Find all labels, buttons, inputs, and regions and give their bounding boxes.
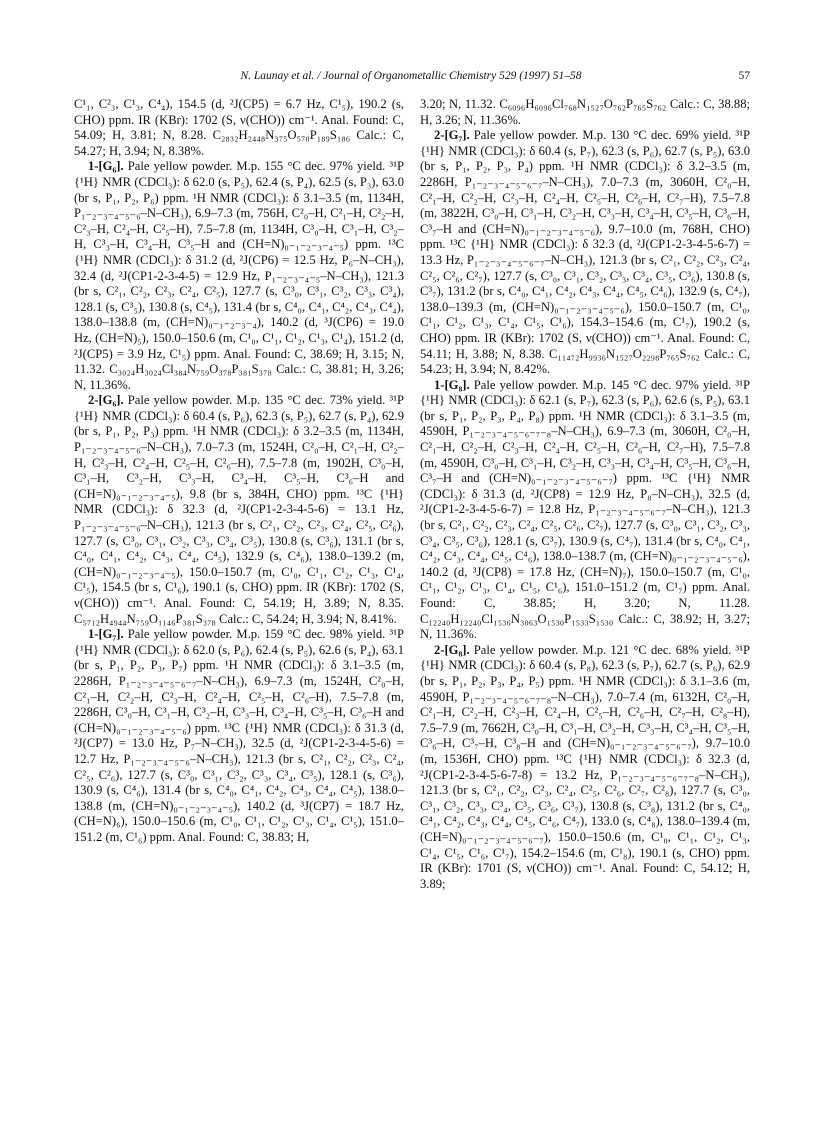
page-header <box>72 70 750 88</box>
compound-label: 2-[G₇]. <box>434 128 470 143</box>
paragraph: 3.20; N, 11.32. C₆₀₉₆H₆₀₉₆Cl₇₆₈N₁₅₂₇O₇₆₂P₇₆₅S₇₆₂ Calc.: C, 38.88; H, 3.26; N, 11.36%. <box>420 97 750 127</box>
paragraph: C¹₁, C²₃, C¹₃, C⁴₄), 154.5 (d, ²J(CP5) = 6.7 Hz, C¹₅), 190.2 (s, CHO) ppm. IR (KBr): 1702 (S, ν(CHO)) cm⁻¹. Anal. Found: C, 54.09; H, 3.81; N, 8.28. C₂₈₃₂H₂₄₄₈N₃₇₅O₅₇₀P₁₈₉S₁₈₆ Calc.: C, 54.27; H, 3.94; N, 8.38%. <box>74 97 404 158</box>
left-column <box>74 97 404 1107</box>
paragraph: 2-[G₆]. Pale yellow powder. M.p. 135 °C dec. 73% yield. ³¹P {¹H} NMR (CDCl₃): δ 60.4 (s, P₆), 62.3 (s, P₅), 62.7 (s, P₄), 62.9 (br s, P₁, P₂, P₃) ppm. ¹H NMR (CDCl₃): δ 3.2–3.5 (m, 1134H, P₁₋₂₋₃₋₄₋₅₋₆–N–CH₃), 7.0–7.3 (m, 1524H, C²₀–H, C²₁–H, C²₂–H, C²₃–H, C²₄–H, C²₅–H, C²₆–H), 7.5–7.8 (m, 1902H, C³₀–H, C³₁–H, C³₂–H, C³₃–H, C³₄–H, C³₅–H, C³₆–H and (CH=N)₀₋₁₋₂₋₃₋₄₋₅), 9.8 (br s, 384H, CHO) ppm. ¹³C {¹H} NMR (CDCl₃): δ 32.3 (d, ²J(CP1-2-3-4-5-6) = 13.1 Hz, P₁₋₂₋₃₋₄₋₅₋₆–N–CH₃), 121.3 (br s, C²₁, C²₂, C²₃, C²₄, C²₅, C²₆), 127.7 (s, C³₀, C³₁, C³₂, C³₃, C³₄, C³₅), 130.8 (s, C³₆), 131.1 (br s, C⁴₀, C⁴₁, C⁴₂, C⁴₃, C⁴₄, C⁴₅), 132.9 (s, C⁴₆), 138.0–139.2 (m, (CH=N)₀₋₁₋₂₋₃₋₄₋₅), 150.0–150.7 (m, C¹₀, C¹₁, C¹₂, C¹₃, C¹₄, C¹₅), 154.5 (br s, C¹₆), 190.1 (s, CHO) ppm. IR (KBr): 1702 (S, ν(CHO)) cm⁻¹. Anal. Found: C, 54.19; H, 3.89; N, 8.35. C₅₇₁₂H₄₉₄₄N₇₅₉O₁₁₄₆P₃₈₁S₃₇₈ Calc.: C, 54.24; H, 3.94; N, 8.41%. <box>74 393 404 626</box>
compound-label: 1-[G₆]. <box>88 159 124 174</box>
page-number: 57 <box>738 70 750 82</box>
compound-label: 1-[G₇]. <box>88 627 124 642</box>
paragraph: 1-[G₈]. Pale yellow powder. M.p. 145 °C dec. 97% yield. ³¹P {¹H} NMR (CDCl₃): δ 62.1 (s, P₇), 62.3 (s, P₆), 62.6 (s, P₅), 63.1 (br s, P₁, P₂, P₃, P₄, P₈) ppm. ¹H NMR (CDCl₃): δ 3.1–3.5 (m, 4590H, P₁₋₂₋₃₋₄₋₅₋₆₋₇₋₈–N–CH₃), 6.9–7.3 (m, 3060H, C²₀–H, C²₁–H, C²₂–H, C²₃–H, C²₄–H, C²₅–H, C²₆–H, C²₇–H), 7.5–7.8 (m, 4590H, C³₀–H, C³₁–H, C³₂–H, C³₃–H, C³₄–H, C³₅–H, C³₆–H, C³₇–H and (CH=N)₀₋₁₋₂₋₃₋₄₋₅₋₆₋₇) ppm. ¹³C {¹H} NMR (CDCl₃): δ 31.3 (d, ²J(CP8) = 12.9 Hz, P₈–N–CH₃), 32.5 (d, ²J(CP1-2-3-4-5-6-7) = 12.8 Hz, P₁₋₂₋₃₋₄₋₅₋₆₋₇–N–CH₃), 121.3 (br s, C²₁, C²₂, C²₃, C²₄, C²₅, C²₆, C²₇), 127.7 (s, C³₀, C³₁, C³₂, C³₃, C³₄, C³₅, C³₆), 128.1 (s, C³₇), 130.9 (s, C⁴₇), 131.4 (br s, C⁴₀, C⁴₁, C⁴₂, C⁴₃, C⁴₄, C⁴₅, C⁴₆), 138.0–138.7 (m, (CH=N)₀₋₁₋₂₋₃₋₄₋₅₋₆), 140.2 (d, ³J(CP8) = 17.8 Hz, (CH=N)₇), 150.0–150.7 (m, C¹₀, C¹₁, C¹₂, C¹₃, C¹₄, C¹₅, C¹₆), 151.0–151.2 (m, C¹₇) ppm. Anal. Found: C, 38.85; H, 3.20; N, 11.28. C₁₂₂₄₀H₁₂₂₄₀Cl₁₅₃₆N₃₀₆₃O₁₅₃₀P₁₅₃₃S₁₅₃₀ Calc.: C, 38.92; H, 3.27; N, 11.36%. <box>420 377 750 642</box>
running-head: N. Launay et al. / Journal of Organometallic Chemistry 529 (1997) 51–58 <box>240 70 582 82</box>
paragraph: 2-[G₇]. Pale yellow powder. M.p. 130 °C dec. 69% yield. ³¹P {¹H} NMR (CDCl₃): δ 60.4 (s, P₇), 62.3 (s, P₆), 62.7 (s, P₅), 63.0 (br s, P₁, P₂, P₃, P₄) ppm. ¹H NMR (CDCl₃): δ 3.2–3.5 (m, 2286H, P₁₋₂₋₃₋₄₋₅₋₆₋₇–N–CH₃), 7.0–7.3 (m, 3060H, C²₀–H, C²₁–H, C²₂–H, C²₃–H, C²₄–H, C²₅–H, C²₆–H, C²₇–H), 7.5–7.8 (m, 3822H, C³₀–H, C³₁–H, C³₂–H, C³₃–H, C³₄–H, C³₅–H, C³₆–H, C³₇–H and (CH=N)₀₋₁₋₂₋₃₋₄₋₅₋₆), 9.7–10.0 (m, 768H, CHO) ppm. ¹³C {¹H} NMR (CDCl₃): δ 32.3 (d, ²J(CP1-2-3-4-5-6-7) = 13.3 Hz, P₁₋₂₋₃₋₄₋₅₋₆₋₇–N–CH₃), 121.3 (br s, C²₁, C²₂, C²₃, C²₄, C²₅, C²₆, C²₇), 127.7 (s, C³₀, C³₁, C³₂, C³₃, C³₄, C³₅, C³₆), 130.8 (s, C³₇), 131.2 (br s, C⁴₀, C⁴₁, C⁴₂, C⁴₃, C⁴₄, C⁴₅, C⁴₆), 132.9 (s, C⁴₇), 138.0–139.3 (m, (CH=N)₀₋₁₋₂₋₃₋₄₋₅₋₆), 150.0–150.7 (m, C¹₀, C¹₁, C¹₂, C¹₃, C¹₄, C¹₅, C¹₆), 154.3–154.6 (m, C¹₇), 190.2 (s, CHO) ppm. IR (KBr): 1702 (S, ν(CHO)) cm⁻¹. Anal. Found: C, 54.11; H, 3.88; N, 8.38. C₁₁₄₇₂H₉₉₃₆N₁₅₂₇O₂₂₉₈P₇₆₅S₇₆₂ Calc.: C, 54.23; H, 3.94; N, 8.42%. <box>420 128 750 377</box>
right-column <box>420 97 750 1107</box>
compound-label: 2-[G₆]. <box>88 393 124 408</box>
compound-label: 2-[G₈]. <box>434 642 470 657</box>
paragraph: 1-[G₇]. Pale yellow powder. M.p. 159 °C dec. 98% yield. ³¹P {¹H} NMR (CDCl₃): δ 62.0 (s, P₆), 62.4 (s, P₅), 62.6 (s, P₄), 63.1 (br s, P₁, P₂, P₃, P₇) ppm. ¹H NMR (CDCl₃): δ 3.1–3.5 (m, 2286H, P₁₋₂₋₃₋₄₋₅₋₆₋₇–N–CH₃), 6.9–7.3 (m, 1524H, C²₀–H, C²₁–H, C²₂–H, C²₃–H, C²₄–H, C²₅–H, C²₆–H), 7.5–7.8 (m, 2286H, C³₀–H, C³₁–H, C³₂–H, C³₃–H, C³₄–H, C³₅–H, C³₆–H and (CH=N)₀₋₁₋₂₋₃₋₄₋₅₋₆) ppm. ¹³C {¹H} NMR (CDCl₃): δ 31.3 (d, ²J(CP7) = 13.0 Hz, P₇–N–CH₃), 32.5 (d, ²J(CP1-2-3-4-5-6) = 12.7 Hz, P₁₋₂₋₃₋₄₋₅₋₆–N–CH₃), 121.3 (br s, C²₁, C²₂, C²₃, C²₄, C²₅, C²₆), 127.7 (s, C³₀, C³₁, C³₂, C³₃, C³₄, C³₅), 128.1 (s, C³₆), 130.9 (s, C⁴₆), 131.4 (br s, C⁴₀, C⁴₁, C⁴₂, C⁴₃, C⁴₄, C⁴₅), 138.0–138.8 (m, (CH=N)₀₋₁₋₂₋₃₋₄₋₅), 140.2 (d, ³J(CP7) = 18.7 Hz, (CH=N)₆), 150.0–150.6 (m, C¹₀, C¹₁, C¹₂, C¹₃, C¹₄, C¹₅), 151.0–151.2 (m, C¹₆) ppm. Anal. Found: C, 38.83; H, <box>74 627 404 844</box>
paragraph: 1-[G₆]. Pale yellow powder. M.p. 155 °C dec. 97% yield. ³¹P {¹H} NMR (CDCl₃): δ 62.0 (s, P₅), 62.4 (s, P₄), 62.5 (s, P₃), 63.0 (br s, P₁, P₂, P₆) ppm. ¹H NMR (CDCl₃): δ 3.1–3.5 (m, 1134H, P₁₋₂₋₃₋₄₋₅₋₆–N–CH₃), 6.9–7.3 (m, 756H, C²₀–H, C²₁–H, C²₂–H, C²₃–H, C²₄–H, C²₅–H), 7.5–7.8 (m, 1134H, C³₀–H, C³₁–H, C³₂–H, C³₃–H, C³₄–H, C³₅–H and (CH=N)₀₋₁₋₂₋₃₋₄₋₅) ppm. ¹³C {¹H} NMR (CDCl₃): δ 31.2 (d, ²J(CP6) = 12.5 Hz, P₆–N–CH₃), 32.4 (d, ²J(CP1-2-3-4-5) = 12.9 Hz, P₁₋₂₋₃₋₄₋₅–N–CH₃), 121.3 (br s, C²₁, C²₂, C²₃, C²₄, C²₅), 127.7 (s, C³₀, C³₁, C³₂, C³₃, C³₄), 128.1 (s, C³₅), 130.8 (s, C⁴₅), 131.4 (br s, C⁴₀, C⁴₁, C⁴₂, C⁴₃, C⁴₄), 138.0–138.8 (m, (CH=N)₀₋₁₋₂₋₃₋₄), 140.2 (d, ³J(CP6) = 19.0 Hz, (CH=N)₅), 150.0–150.6 (m, C¹₀, C¹₁, C¹₂, C¹₃, C¹₄), 151.2 (d, ²J(CP5) = 3.9 Hz, C¹₅) ppm. Anal. Found: C, 38.69; H, 3.15; N, 11.32. C₃₀₂₄H₃₀₂₄Cl₃₈₄N₇₅₉O₃₇₈P₃₈₁S₃₇₈ Calc.: C, 38.81; H, 3.26; N, 11.36%. <box>74 159 404 392</box>
compound-label: 1-[G₈]. <box>434 377 470 392</box>
paragraph: 2-[G₈]. Pale yellow powder. M.p. 121 °C dec. 68% yield. ³¹P {¹H} NMR (CDCl₃): δ 60.4 (s, P₈), 62.3 (s, P₇), 62.7 (s, P₆), 62.9 (br s, P₁, P₂, P₃, P₄, P₅) ppm. ¹H NMR (CDCl₃): δ 3.1–3.6 (m, 4590H, P₁₋₂₋₃₋₄₋₅₋₆₋₇₋₈–N–CH₃), 7.0–7.4 (m, 6132H, C²₀–H, C²₁–H, C²₂–H, C²₃–H, C²₄–H, C²₅–H, C²₆–H, C²₇–H, C²₈–H), 7.5–7.9 (m, 7662H, C³₀–H, C³₁–H, C³₂–H, C³₃–H, C³₄–H, C³₅–H, C³₆–H, C³₇–H, C³₈–H and (CH=N)₀₋₁₋₂₋₃₋₄₋₅₋₆₋₇), 9.7–10.0 (m, 1536H, CHO) ppm. ¹³C {¹H} NMR (CDCl₃): δ 32.3 (d, ²J(CP1-2-3-4-5-6-7-8) = 13.2 Hz, P₁₋₂₋₃₋₄₋₅₋₆₋₇₋₈–N–CH₃), 121.3 (br s, C²₁, C²₂, C²₃, C²₄, C²₅, C²₆, C²₇, C²₈), 127.7 (s, C³₀, C³₁, C³₂, C³₃, C³₄, C³₅, C³₆, C³₇), 130.8 (s, C³₈), 131.2 (br s, C⁴₀, C⁴₁, C⁴₂, C⁴₃, C⁴₄, C⁴₅, C⁴₆, C⁴₇), 133.0 (s, C⁴₈), 138.0–139.4 (m, (CH=N)₀₋₁₋₂₋₃₋₄₋₅₋₆₋₇), 150.0–150.6 (m, C¹₀, C¹₁, C¹₂, C¹₃, C¹₄, C¹₅, C¹₆, C¹₇), 154.2–154.6 (m, C¹₈), 190.1 (s, CHO) ppm. IR (KBr): 1701 (S, ν(CHO)) cm⁻¹. Anal. Found: C, 54.12; H, 3.89; <box>420 642 750 891</box>
